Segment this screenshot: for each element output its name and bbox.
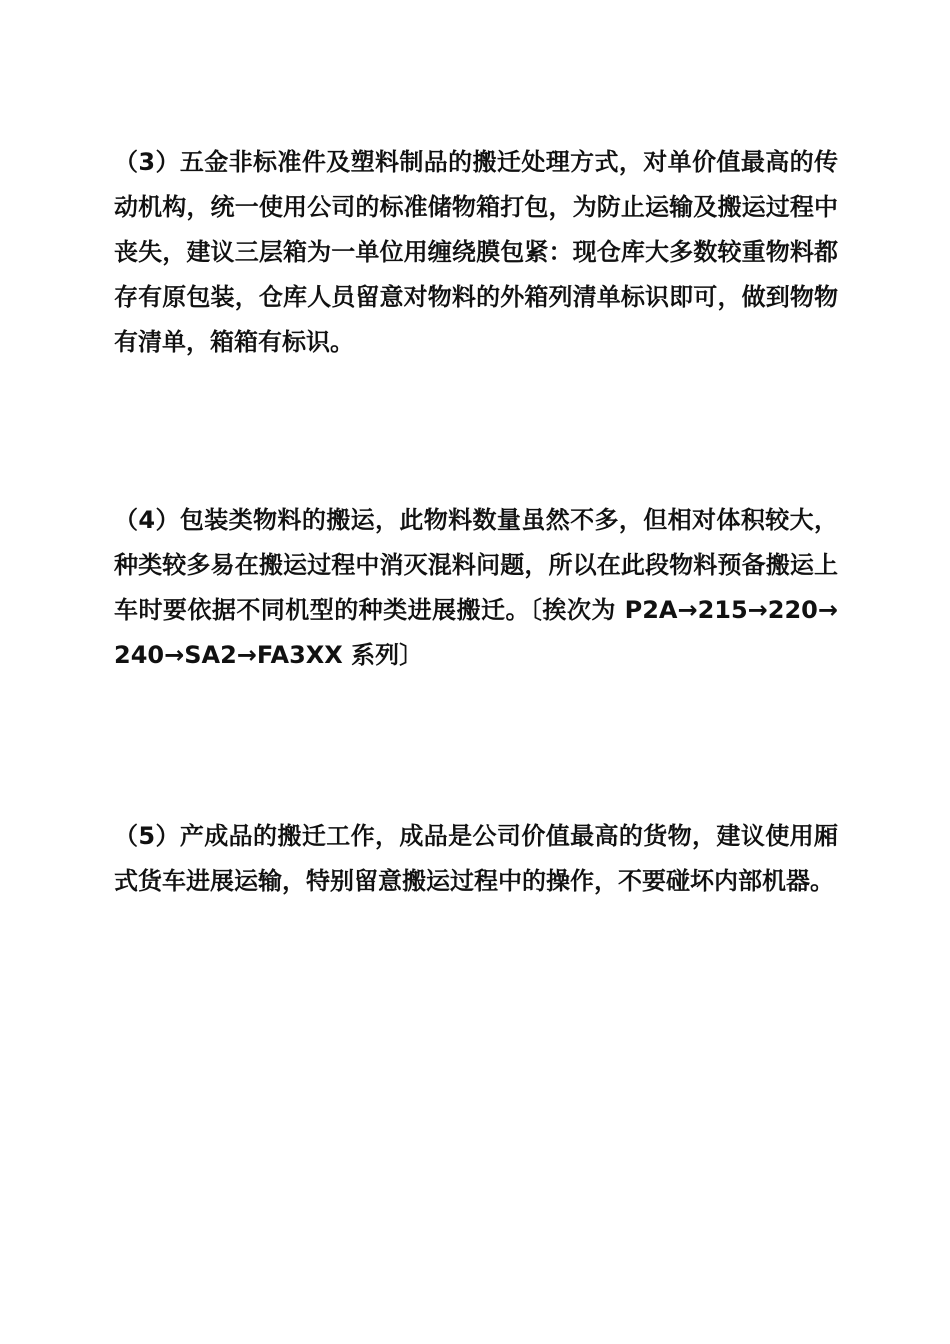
paragraph-4: （4）包装类物料的搬运，此物料数量虽然不多，但相对体积较大，种类较多易在搬运过程中消灭混料问题，所以在此段物料预备搬运上车时要依据不同机型的种类进展搬迁。〔挨次为 P2A→215→220→240→SA2→FA3XX 系列〕 (114, 506, 838, 669)
paragraph-5: （5）产成品的搬迁工作，成品是公司价值最高的货物，建议使用厢式货车进展运输，特别留意搬运过程中的操作，不要碰坏内部机器。 (114, 822, 838, 895)
paragraph-3: （3）五金非标准件及塑料制品的搬迁处理方式，对单价值最高的传动机构，统一使用公司的标准储物箱打包，为防止运输及搬运过程中丧失，建议三层箱为一单位用缠绕膜包紧：现仓库大多数较重物料都存有原包装，仓库人员留意对物料的外箱列清单标识即可，做到物物有清单，箱箱有标识。 (114, 148, 838, 356)
